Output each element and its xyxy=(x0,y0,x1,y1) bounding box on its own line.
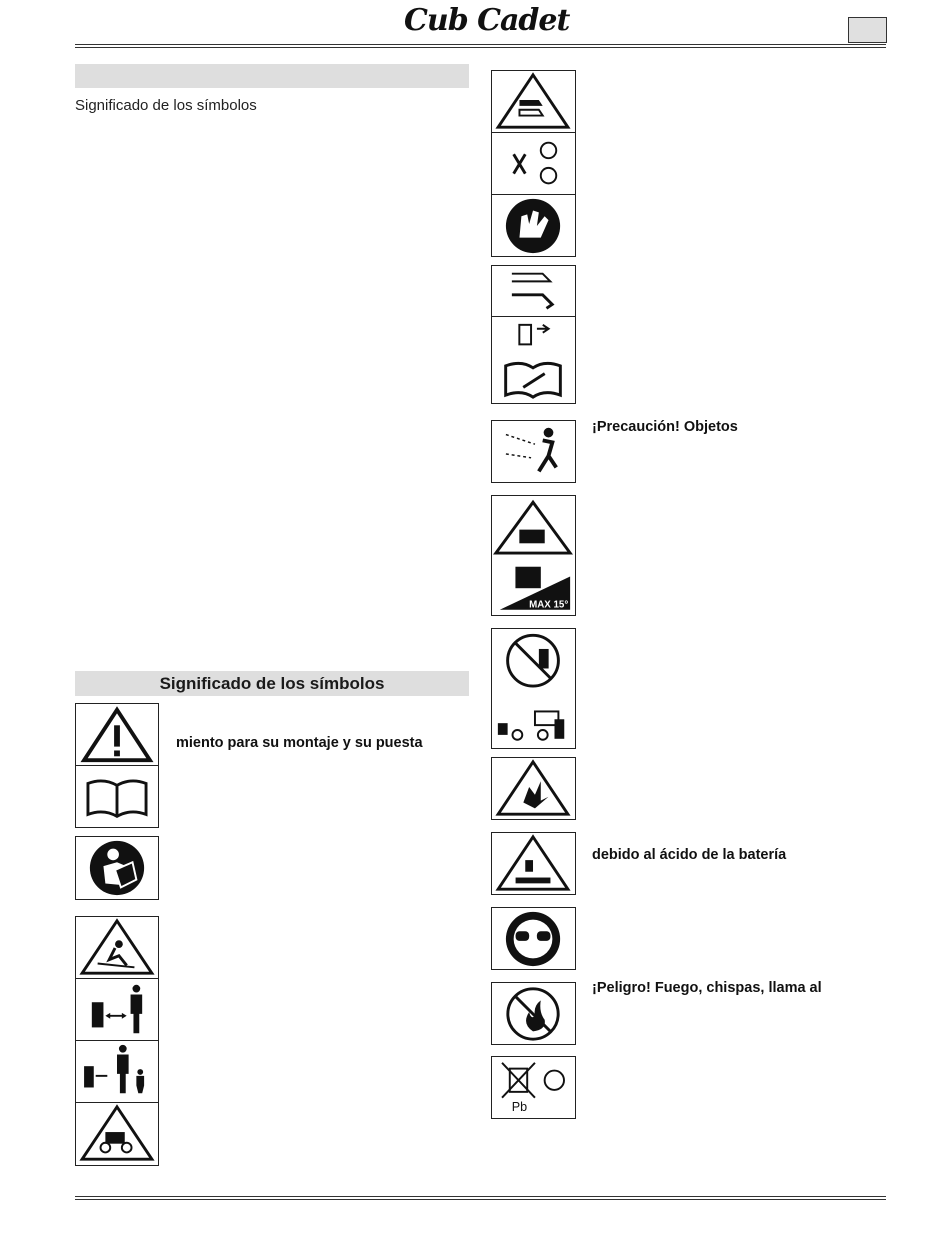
corrosive-triangle-icon xyxy=(492,833,575,894)
no-passenger-icon xyxy=(492,629,575,748)
explosion-hazard-symbol xyxy=(491,757,576,820)
read-manual-icon xyxy=(76,837,158,899)
caption-fire-danger: ¡Peligro! Fuego, chispas, llama al xyxy=(592,980,822,996)
page-number-box xyxy=(848,17,887,43)
tractor-triangle-icon xyxy=(76,1103,158,1165)
rotation-icon xyxy=(492,133,575,194)
runover-warning-symbol xyxy=(75,1102,159,1166)
thrown-debris-warning-symbol xyxy=(75,916,159,979)
no-fire-symbol xyxy=(491,982,576,1045)
manual-book-symbol xyxy=(75,765,159,828)
no-passengers-symbol xyxy=(491,628,576,749)
header-rule xyxy=(75,47,886,48)
adult-child-icon xyxy=(76,1041,158,1102)
debris-triangle-icon xyxy=(76,917,158,978)
caption-manual-assembly: miento para su montaje y su puesta xyxy=(176,735,423,751)
read-manual-symbol xyxy=(75,836,159,900)
intro-text: Significado de los símbolos xyxy=(75,97,257,114)
cutting-hazard-symbol xyxy=(491,70,576,133)
blade-guard-symbol xyxy=(491,265,576,317)
section-title: Significado de los símbolos xyxy=(75,671,469,696)
keep-distance-symbol xyxy=(75,978,159,1041)
blade-guard-icon xyxy=(492,266,575,316)
crossed-bin-icon xyxy=(492,1057,575,1118)
safety-goggles-icon xyxy=(492,908,575,969)
keep-children-away-symbol xyxy=(75,1040,159,1103)
slope-tipover-icon xyxy=(492,496,575,615)
brand-logo xyxy=(404,4,580,38)
caption-battery-acid: debido al ácido de la batería xyxy=(592,847,787,863)
footer-rule xyxy=(75,1196,886,1197)
warning-triangle-icon xyxy=(76,704,158,765)
section-header-bar xyxy=(75,64,469,88)
explosion-triangle-icon xyxy=(492,758,575,819)
brand-name: Cub Cadet xyxy=(404,3,570,38)
header-rule xyxy=(75,44,886,45)
open-book-icon xyxy=(76,766,158,827)
footer-rule xyxy=(75,1199,886,1200)
eye-protection-symbol xyxy=(491,907,576,970)
no-flame-icon xyxy=(492,983,575,1044)
maintenance-manual-symbol xyxy=(491,316,576,404)
lead-label: Pb xyxy=(511,1100,528,1115)
caption-thrown-objects: ¡Precaución! Objetos xyxy=(592,419,738,435)
slope-warning-symbol xyxy=(491,495,576,616)
battery-acid-symbol xyxy=(491,832,576,895)
person-distance-icon xyxy=(76,979,158,1040)
thrown-objects-symbol xyxy=(491,420,576,483)
hand-protection-icon xyxy=(492,195,575,256)
running-person-icon xyxy=(492,421,575,482)
manual-wrench-icon xyxy=(492,317,575,403)
battery-disposal-symbol xyxy=(491,1056,576,1119)
warning-triangle-symbol xyxy=(75,703,159,766)
blade-triangle-icon xyxy=(492,71,575,132)
hand-injury-symbol xyxy=(491,194,576,257)
max-slope-label: MAX 15° xyxy=(529,599,569,611)
rotating-blades-symbol xyxy=(491,132,576,195)
